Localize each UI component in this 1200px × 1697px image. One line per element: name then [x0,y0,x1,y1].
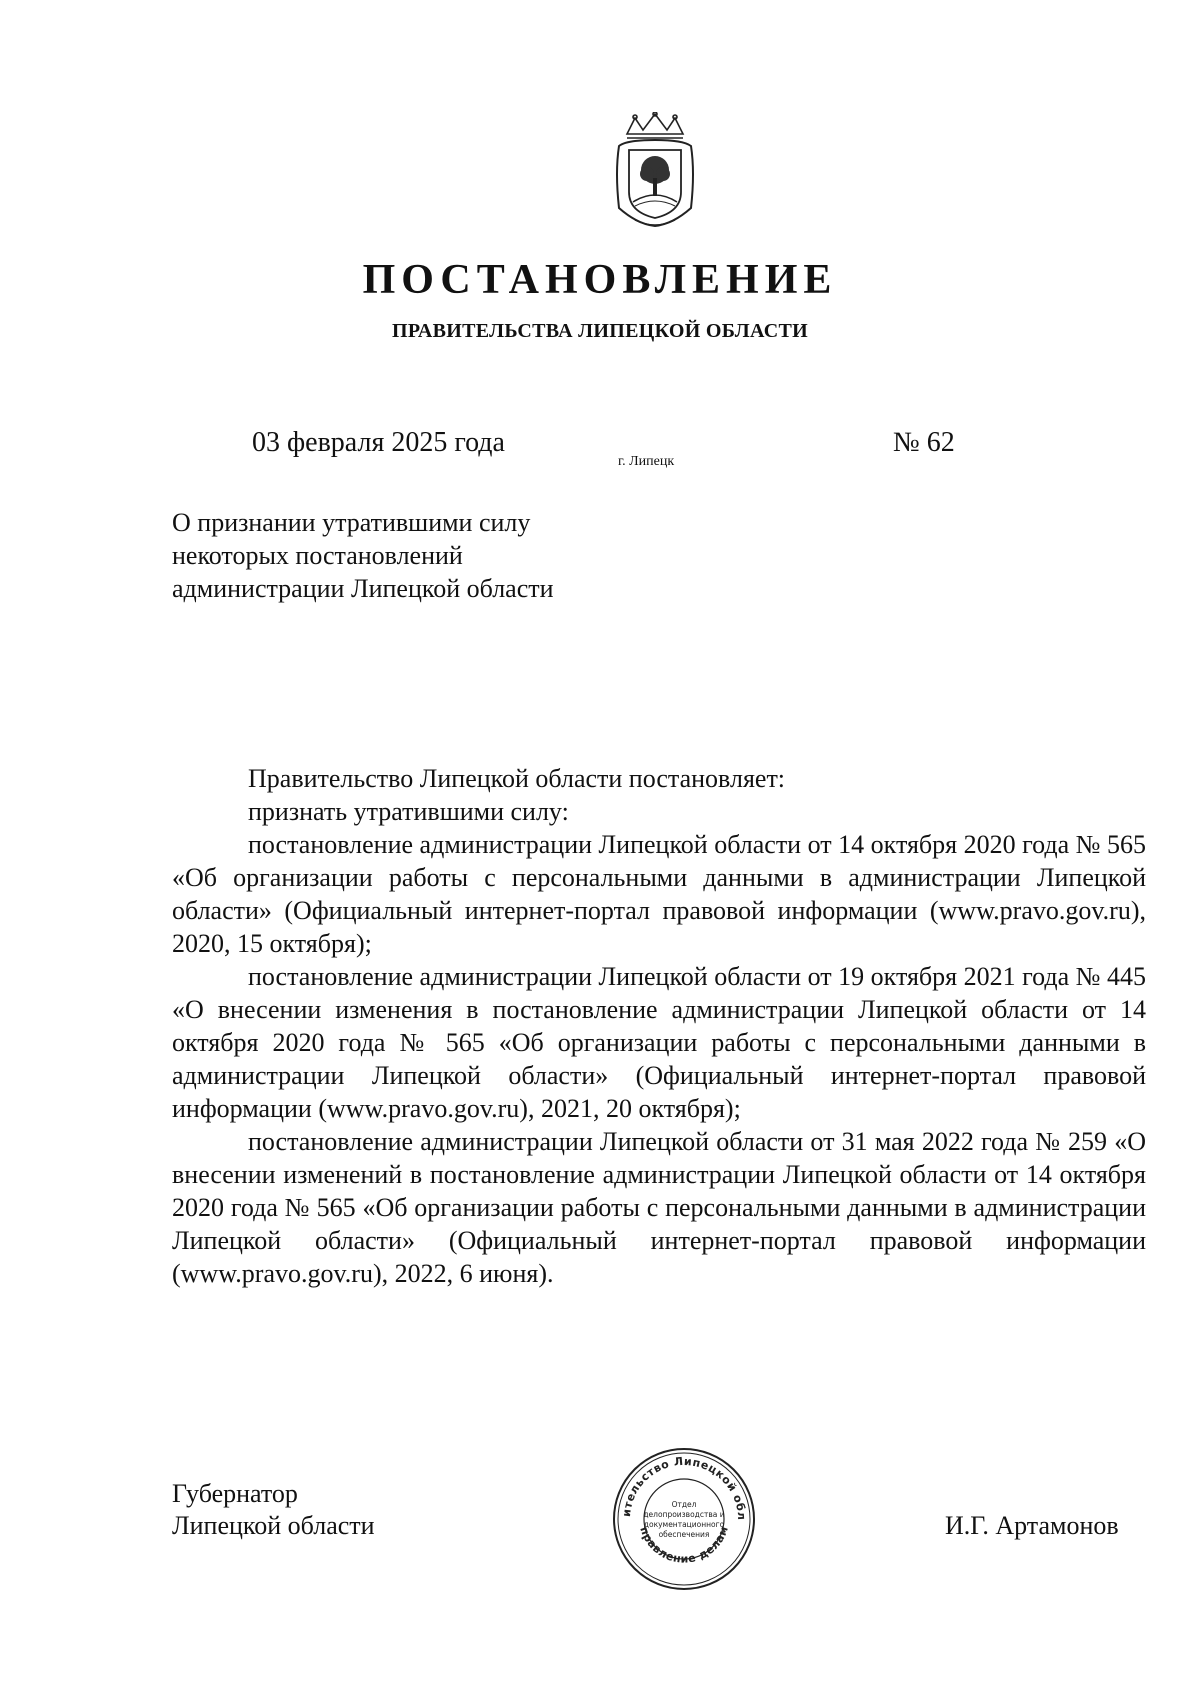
body-paragraph: постановление администрации Липецкой области от 14 октября 2020 года № 565 «Об организации работы с персональными данными в администрации Липецкой области» (Официальный интернет-портал правовой информации (www.pravo.gov.ru), 2020, 15 октября); [172,830,1146,958]
stamp-center-line: Отдел [671,1500,697,1509]
body-paragraph: постановление администрации Липецкой области от 19 октября 2021 года № 445 «О внесении изменения в постановление администрации Липецкой области от 14 октября 2020 года № 565 «Об организации работы с персональными данными в администрации Липецкой области» (Официальный интернет-портал правовой информации (www.pravo.gov.ru), 2021, 20 октября); [172,962,1146,1123]
body-paragraph: признать утратившими силу: [248,797,569,826]
subject-line: администрации Липецкой области [172,574,554,603]
document-title: ПОСТАНОВЛЕНИЕ [362,257,838,303]
document-date: 03 февраля 2025 года [252,427,505,458]
stamp-center-line: документационного [643,1520,725,1529]
signature-position-line: Губернатор [172,1479,298,1508]
coat-of-arms-icon [613,112,697,228]
document-subject [172,506,554,605]
official-stamp [612,1447,756,1591]
document-body [172,762,1146,1290]
subject-line: О признании утратившими силу [172,508,531,537]
document-city: г. Липецк [618,454,675,469]
signature-name: И.Г. Артамонов [945,1511,1119,1540]
stamp-center-line: обеспечения [658,1530,710,1539]
signature-position [172,1478,375,1542]
body-paragraph: Правительство Липецкой области постановляет: [248,764,786,793]
body-paragraph: постановление администрации Липецкой области от 31 мая 2022 года № 259 «О внесении изменений в постановление администрации Липецкой области от 14 октября 2020 года № 565 «Об организации работы с персональными данными в администрации Липецкой области» (Официальный интернет-портал правовой информации (www.pravo.gov.ru), 2022, 6 июня). [172,1127,1146,1288]
document-number: № 62 [893,427,955,458]
stamp-outer-top-text: ительство Липецкой обл [619,1454,749,1521]
subject-line: некоторых постановлений [172,541,463,570]
stamp-center-line: делопроизводства и [643,1510,725,1519]
signature-position-line: Липецкой области [172,1511,375,1540]
document-subtitle: ПРАВИТЕЛЬСТВА ЛИПЕЦКОЙ ОБЛАСТИ [392,320,808,342]
stamp-outer-bottom-text: правление делам [637,1524,731,1566]
